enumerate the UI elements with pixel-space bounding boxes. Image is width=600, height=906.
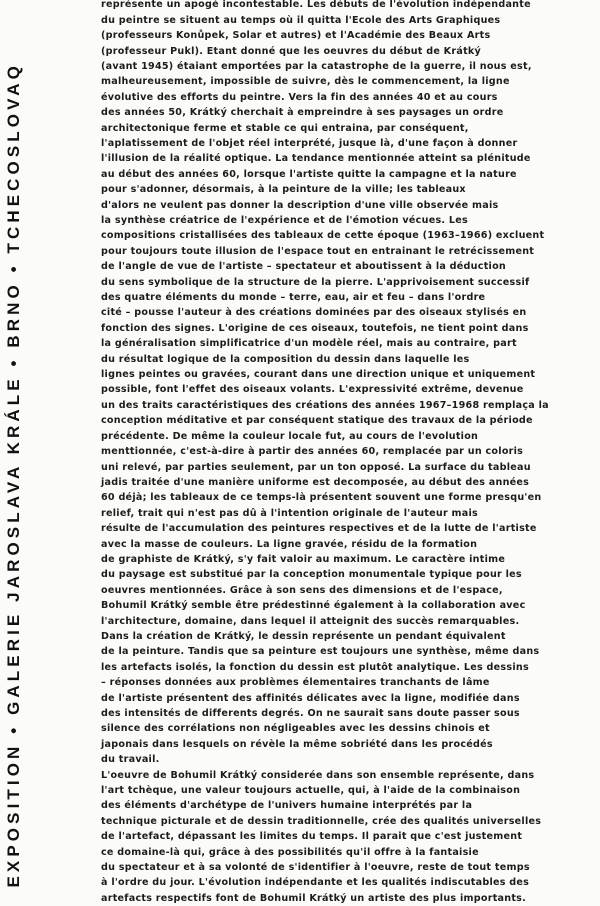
article-line: artefacts respectifs font de Bohumil Krátký un artiste des plus importants. [101,892,527,904]
article-line: uni relevé, par parties seulement, par un ton opposé. La surface du tableau [101,461,531,473]
article-line: relief, trait qui n'est pas dû à l'intention originale de l'auteur mais [101,507,479,519]
spine-banner [4,0,34,900]
article-line: la synthèse créatrice de l'expérience et de l'émotion vécues. Les [101,215,468,226]
article-line: d'alors ne veulent pas donner la description d'une ville observée mais [101,199,499,211]
article-line: résulte de l'accumulation des peintures respectives et de la lutte de l'artiste [101,523,537,535]
article-line: ce domaine-là qui, grâce à des possibilités qu'il offre à la fantaisie [101,846,479,858]
article-line: du travail. [101,754,160,766]
article-line: L'oeuvre de Bohumil Krátký considerée dans son ensemble représente, dans [101,769,535,781]
article-line: compositions cristallisées des tableaux de cette époque (1963–1966) excluent [101,230,545,242]
article-line: pour s'adonner, désormais, à la peinture de la ville; les tableaux [101,184,466,196]
article-body [101,0,596,906]
article-line: de l'angle de vue de l'artiste – spectateur et aboutissent à la déduction [101,261,506,273]
article-line: l'illusion de la réalité optique. La tendance mentionnée atteint sa plénitude [101,153,531,165]
article-line: Bohumil Krátký semble être prédestinné également à la collaboration avec [101,600,526,612]
article-line: du paysage est substitué par la conception monumentale typique pour les [101,569,522,581]
article-line: de graphiste de Krátký, s'y fait valoir au maximum. Le caractère intime [101,553,506,565]
article-line: avec la masse de couleurs. La ligne gravée, résidu de la formation [101,538,478,550]
article-line: cité – pousse l'auteur à des créations dominées par des oiseaux stylisés en [101,307,527,319]
article-line: (professeur Pukl). Etant donné que les oeuvres du début de Krátký [101,45,482,57]
article-line: un des traits caractéristiques des créations des années 1967–1968 remplaça la [101,399,549,411]
article-line: les artefacts isolés, la fonction du dessin est plutôt analytique. Les dessins [101,661,529,673]
article-line: malheureusement, impossible de suivre, dès le commencement, la ligne [101,76,510,88]
article-line: des éléments d'archétype de l'univers humaine interprétés par la [101,800,473,812]
article-line: oeuvres mentionnées. Grâce à son sens des dimensions et de l'espace, [101,584,503,596]
article-line: du sens symbolique de la structure de la pierre. L'apprivoisement successif [101,276,530,288]
article-line: conception méditative et par conséquent statique des travaux de la période [101,415,533,427]
article-line: précédente. De même la couleur locale fut, au cours de l'evolution [101,430,479,442]
article-line: des quatre éléments du monde – terre, eau, air et feu – dans l'ordre [101,292,486,304]
article-line: l'aplatissement de l'objet réel interprété, jusque là, d'une façon à donner [101,137,518,149]
article-line: du spectateur et à sa volonté de s'identifier à l'oeuvre, reste de tout temps [101,862,530,874]
article-line: à l'ordre du jour. L'évolution indépendante et les qualités indiscutables des [101,877,530,889]
article-line: (avant 1945) étaiant emportées par la catastrophe de la guerre, il nous est, [101,60,532,72]
article-line: – réponses données aux problèmes élementaires tranchants de lâme [101,677,490,689]
article-line: du peintre se situent au temps où il quitta l'Ecole des Arts Graphiques [101,14,501,26]
article-line: de la peinture. Tandis que sa peinture est toujours une synthèse, même dans [101,646,540,658]
article-line: du résultat logique de la composition du dessin dans laquelle les [101,353,470,365]
article-line: 60 déjà; les tableaux de ce temps-là présentent souvent une forme presqu'en [101,492,542,504]
article-line: Dans la création de Krátký, le dessin représente un pendant équivalent [101,630,506,642]
article-line: des années 50, Krátký cherchait à empreindre à ses paysages un ordre [101,107,504,119]
article-line: de l'artefact, dépassant les limites du temps. Il parait que c'est justement [101,831,523,843]
article-line: architectonique ferme et stable ce qui entraina, par conséquent, [101,122,469,134]
article-line: (professeurs Konůpek, Solar et autres) et l'Académie des Beaux Arts [101,30,491,42]
article-line: menttionnée, c'est-à-dire à partir des années 60, remplacée par un coloris [101,446,524,458]
article-line: l'architecture, domaine, dans lequel il atteignit des succès remarquables. [101,615,520,627]
article-line: représente un apogé incontestable. Les débuts de l'évolution indépendante [101,0,531,11]
article-line: silence des corrélations non négligeables avec les dessins chinois et [101,723,490,735]
article-line: fonction des signes. L'origine de ces oiseaux, toutefois, ne tient point dans [101,322,529,334]
article-line: pour toujours toute illusion de l'espace tout en entrainant le retrécissement [101,245,535,257]
article-line: jadis traitée d'une manière uniforme est decomposée, au début des années [101,476,530,488]
article-line: la généralisation simplificatrice d'un modèle réel, mais au contraire, part [101,338,517,350]
article-line: l'art tchèque, une valeur toujours actuelle, qui, à l'aide de la combinaison [101,785,521,797]
article-line: de l'artiste présentent des affinités délicates avec la ligne, modifiée dans [101,692,520,704]
article-line: au début des années 60, lorsque l'artiste quitte la campagne et la nature [101,168,517,180]
article-line: japonais dans lesquels on révèle la même sobriété dans les procédés [101,738,493,750]
article-line: lignes peintes ou gravées, courant dans une direction unique et uniquement [101,369,536,381]
article-line: technique picturale et de dessin traditionnelle, crée des qualités universelles [101,815,542,827]
article-line: possible, font l'effet des oiseaux volants. L'expressivité extrême, devenue [101,384,524,396]
spine-banner-text: EXPOSITION • GALERIE JAROSLAVA KRÁLE • BRNO • TCHECOSLOVAQ [4,62,23,888]
article-line: évolutive des efforts du peintre. Vers la fin des années 40 et au cours [101,91,498,103]
article-line: des intensités de differents degrés. On ne saurait sans doute passer sous [101,708,520,719]
